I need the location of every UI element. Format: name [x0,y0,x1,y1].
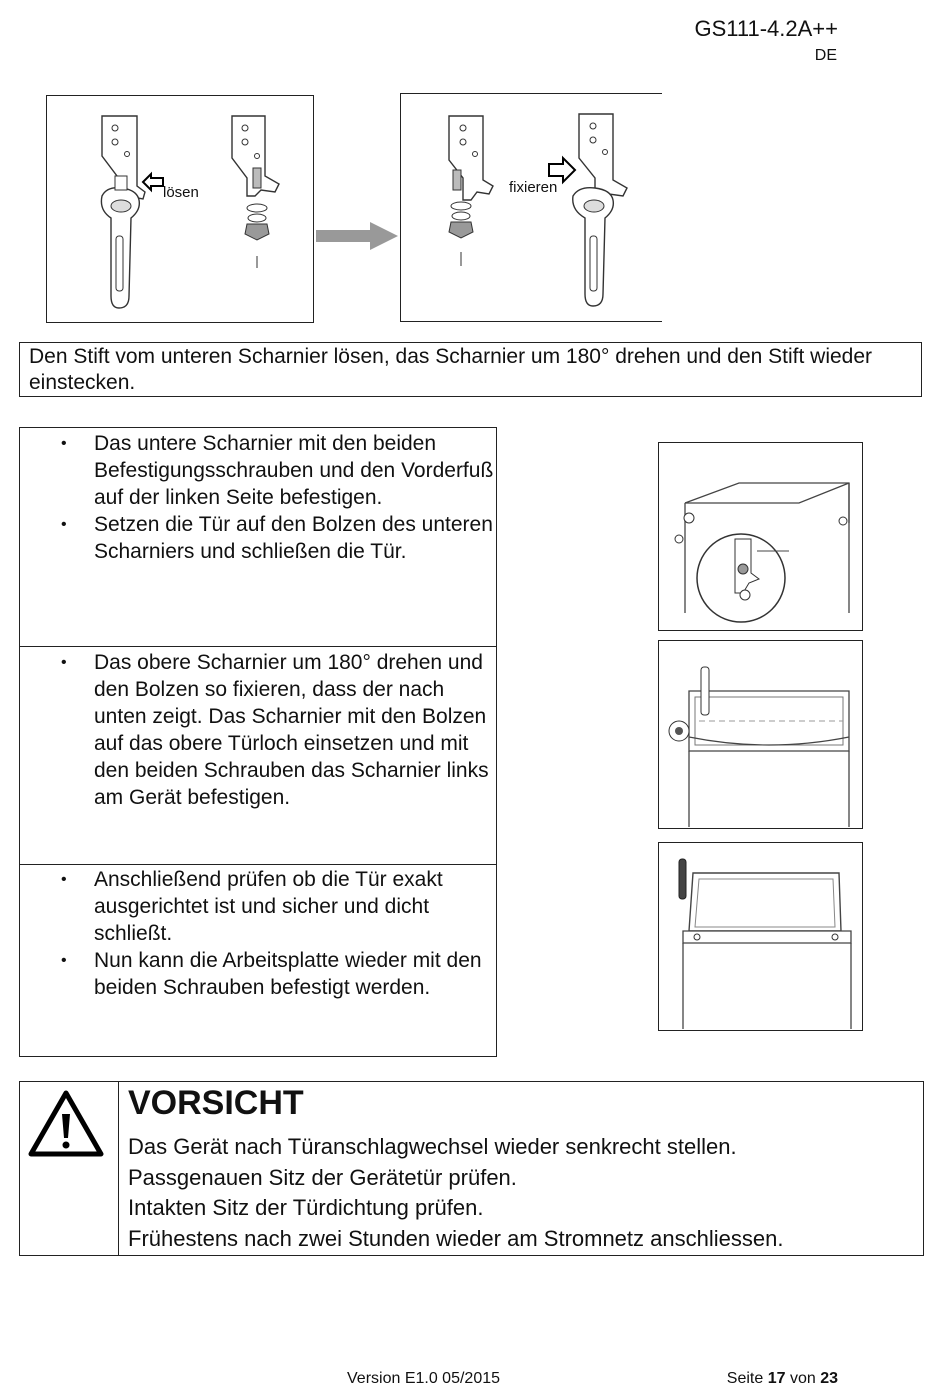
warning-triangle-icon [27,1088,105,1158]
caution-line: Passgenauen Sitz der Gerätetür prüfen. [128,1164,517,1190]
upper-hinge-illustration [658,640,863,829]
document-version: Version E1.0 05/2015 [347,1370,501,1387]
list-item: • Nun kann die Arbeitsplatte wieder mit den beiden Schrauben befestigt werden. [61,949,482,999]
hinge-loosen-figure [46,95,314,323]
caution-line: Intakten Sitz der Türdichtung prüfen. [128,1195,484,1220]
door-closed-illustration [658,842,863,1031]
bullet-icon: • [61,871,67,888]
list-item: • Anschließend prüfen ob die Tür exakt ausgerichtet ist und sicher und dicht schließt. [61,868,443,945]
hinge-fix-figure [400,93,662,322]
bullet-icon: • [61,435,67,452]
lower-hinge-illustration [658,442,863,631]
hinge-caption: Den Stift vom unteren Scharnier lösen, das Scharnier um 180° drehen und den Stift wieder einstecken. [19,342,922,397]
language-code: DE [814,47,837,64]
fix-label: fixieren [509,179,558,196]
caution-title: VORSICHT [128,1084,304,1122]
loosen-label: lösen [163,184,199,201]
list-item: • Das untere Scharnier mit den beiden Befestigungsschrauben und den Vorderfuß auf der linken Seite befestigen. [61,432,494,509]
hinge-loosen-drawing [47,96,312,321]
bullet-icon: • [61,516,67,533]
page-number: Seite 17 von 23 [726,1370,838,1387]
step-cell-3 [20,865,496,1055]
caution-line: Das Gerät nach Türanschlagwechsel wieder senkrecht stellen. [128,1134,737,1159]
bullet-icon: • [61,654,67,671]
bullet-icon: • [61,952,67,969]
model-number: GS111-4.2A++ [694,16,838,41]
step-cell-1 [20,428,496,647]
caution-lines [128,1132,783,1254]
list-item: • Das obere Scharnier um 180° drehen und den Bolzen so fixieren, dass der nach unten zeigt. Das Scharnier mit den Bolzen auf das obere Türloch einsetzen und mit den beiden Schrauben das Scharnier links am Gerät befestigen. [61,651,489,809]
steps-table [19,427,497,1057]
caution-line: Frühestens nach zwei Stunden wieder am Stromnetz anschliessen. [128,1225,784,1251]
warning-icon-cell [20,1082,119,1255]
list-item: • Setzen die Tür auf den Bolzen des unteren Scharniers und schließen die Tür. [61,513,493,563]
transition-arrow-icon [314,220,400,252]
hinge-fix-drawing [401,94,661,320]
caution-box [19,1081,924,1256]
step-cell-2 [20,647,496,865]
